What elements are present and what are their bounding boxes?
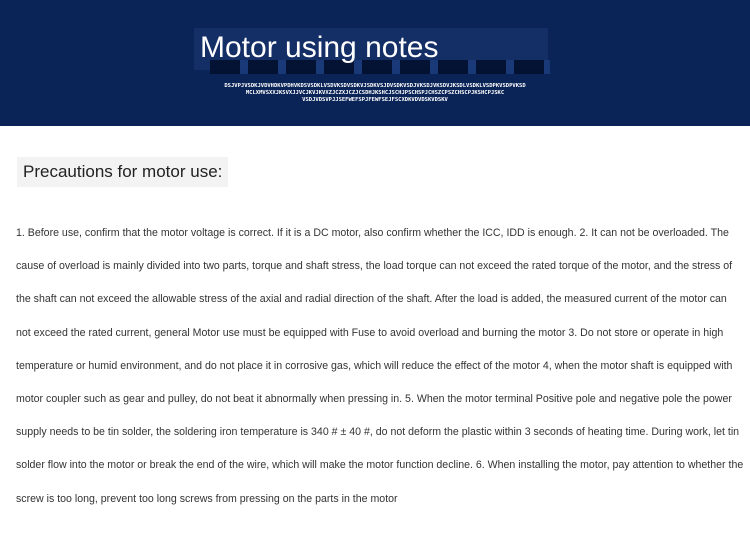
banner-subtitle-line: MCLXMVSXXJKSVXJJVCJKVJKVXZJCZXJCZJCSDHJKSHCJSCHJPSCHSPJCHSZCPSZCHSCPJKSHCPJSKC: [245, 90, 505, 96]
header-banner: [0, 0, 750, 126]
section-heading: Precautions for motor use:: [17, 157, 228, 187]
banner-subtitle-line: DSJVPJVSDKJVDVHDKVPDHVKDSVSDKLVSDVKSDVSDKVJSDKVSJDVSDKVSDJVKSDJVKSDVJKSDLVSDKLVSDPKVSDPVKSD: [224, 83, 526, 89]
banner-subtitle-line: VSDJVDSVPJJSEFWEFSPJFEWFSEJFSCXDKVDVDSKVDSKV: [302, 97, 448, 103]
page-title: Motor using notes: [200, 31, 439, 64]
notes-paragraph: 1. Before use, confirm that the motor voltage is correct. If it is a DC motor, also confirm whether the ICC, IDD is enough. 2. It can not be overloaded. The cause of overload is mainly divided into two parts, torque and shaft stress, the load torque can not exceed the rated torque of the motor, and the stress of the shaft can not exceed the allowable stress of the axial and radial direction of the shaft. After the load is added, the measured current of the motor can not exceed the rated current, general Motor use must be equipped with Fuse to avoid overload and burning the motor 3. Do not store or operate in high temperature or humid environment, and do not place it in corrosive gas, which will reduce the effect of the motor 4, when the motor shaft is equipped with motor coupler such as gear and pulley, do not beat it abnormally when pressing in. 5. When the motor terminal Positive pole and negative pole the power supply needs to be tin solder, the soldering iron temperature is 340 # ± 40 #, do not deform the plastic within 3 seconds of heating time. During work, let tin solder flow into the motor or break the end of the wire, which will make the motor function decline. 6. When installing the motor, pay attention to whether the screw is too long, prevent too long screws from pressing on the parts in the motor: [16, 227, 744, 505]
